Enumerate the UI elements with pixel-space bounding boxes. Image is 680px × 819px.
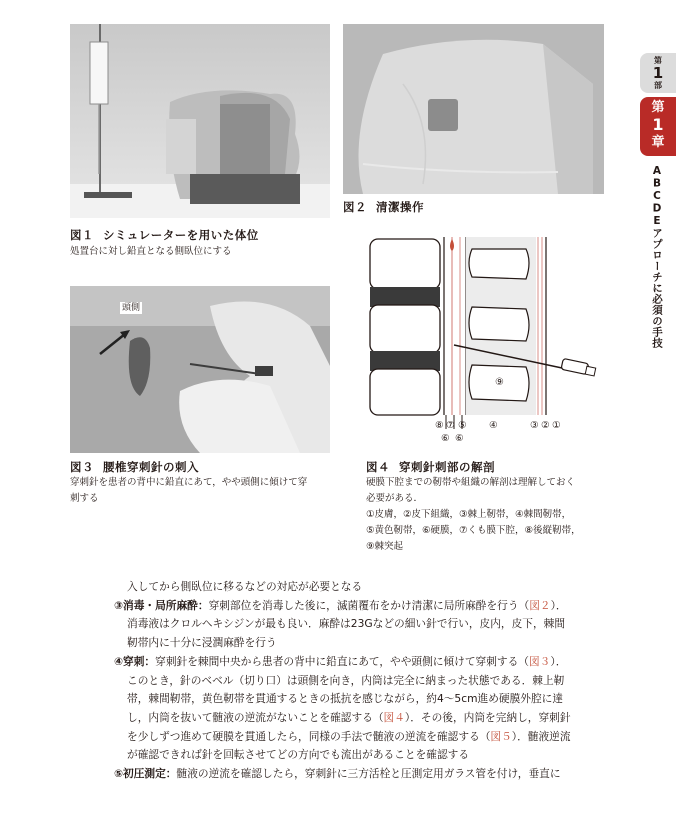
- needle-insertion-photo: [70, 286, 330, 453]
- intervertebral-disc: [370, 351, 440, 371]
- figure-3-caption-title: [70, 459, 199, 475]
- item-4-line-1: [114, 653, 612, 672]
- figure-1-number: 図１: [70, 228, 94, 242]
- item-3-text: ）．: [550, 598, 567, 612]
- label-ligamentum-flavum: ⑤: [458, 420, 467, 431]
- item-4-text: ）．髄液逆流: [511, 729, 571, 743]
- item-5-text: 髄液の逆流を確認したら，穿刺針に三方活栓と圧測定用ガラス管を付け，垂直に: [176, 767, 561, 781]
- figure-4-description-line: 必要がある．: [366, 493, 424, 504]
- body-text: [114, 578, 612, 784]
- body-line: 入してから側臥位に移るなどの対応が必要となる: [127, 580, 363, 593]
- item-4-line-3: 帯，棘間靭帯，黄色靭帯を貫通するときの抵抗を感じながら，約4～5cm進め硬膜外腔に達: [127, 692, 564, 706]
- item-4-line-5: [114, 728, 612, 747]
- figure-1-description: [70, 244, 232, 260]
- figure-2-photo: [343, 24, 604, 194]
- figure-4-description: [366, 475, 581, 555]
- label-posterior-longitudinal-ligament: ⑧: [435, 420, 444, 431]
- item-3-label: ③消毒・局所麻酔：: [114, 598, 209, 612]
- intervertebral-disc: [370, 287, 440, 307]
- vertebral-body: [370, 239, 440, 289]
- item-4-line-2: このとき，針のベベル（切り口）は頭側を向き，内筒は完全に納まった状態である．棘上靭: [127, 673, 565, 687]
- figure-ref-3[interactable]: 図３: [528, 654, 551, 668]
- figure-4-description-line: 硬膜下腔までの靭帯や組織の解剖は理解しておく: [366, 477, 576, 488]
- figure-ref-2[interactable]: 図２: [529, 598, 551, 612]
- item-4-line-4: [114, 709, 612, 728]
- figure-2-title: 清潔操作: [376, 200, 424, 214]
- item-5-line-1: [114, 765, 612, 784]
- figure-2-number: 図２: [343, 200, 367, 214]
- figure-1-title: シミュレーターを用いた体位: [103, 228, 259, 242]
- item-4-text: ）．その後，内筒を完納し，穿刺針: [404, 710, 571, 724]
- chapter-tab-bottom: 章: [651, 135, 665, 150]
- figure-4-description-line: ⑨棘突起: [366, 541, 404, 552]
- vertebral-body: [370, 369, 440, 415]
- figure-ref-4[interactable]: 図４: [383, 710, 405, 724]
- figure-1-description-line: 処置台に対し鉛直となる側臥位にする: [70, 246, 232, 257]
- figure-1-photo: [70, 24, 330, 218]
- item-4-text: を少しずつ進めて硬膜を貫通したら，同様の手法で髄液の逆流を確認する（: [127, 729, 491, 743]
- chapter-tab-number: 1: [652, 115, 664, 134]
- figure-1-caption-title: [70, 227, 259, 243]
- figure-ref-5[interactable]: 図５: [490, 729, 512, 743]
- item-4-label: ④穿刺：: [114, 654, 156, 668]
- item-4-text: 穿刺針を棘間中央から患者の背中に鉛直にあて，やや頭側に傾けて穿刺する（: [155, 654, 529, 668]
- item-3-line-2: 消毒液はクロルヘキシジンが最も良い．麻酔は23Gなどの細い針で行い，皮内，皮下，棘間: [127, 617, 566, 631]
- label-supraspinous-ligament: ③: [530, 420, 539, 431]
- item-3-line-3: 靭帯内に十分に浸潤麻酔を行う: [127, 636, 277, 650]
- item-3-text: 穿刺部位を消毒した後に，滅菌覆布をかけ清潔に局所麻酔を行う（: [208, 598, 530, 612]
- label-spinous-process: ⑨: [495, 377, 504, 388]
- part-tab-number: 1: [652, 64, 664, 82]
- figure-4-caption-title: [366, 459, 495, 475]
- item-4-text: ）．: [550, 654, 567, 668]
- chapter-vertical-title: ABCDEアプローチに必須の手技: [651, 165, 663, 349]
- figure-4-description-line: ⑤黄色靭帯，⑥硬膜，⑦くも膜下腔，⑧後縦靭帯，: [366, 525, 581, 536]
- part-tab-top: 第: [654, 56, 662, 65]
- head-direction-label: 頭側: [122, 303, 141, 313]
- figure-4-diagram: [366, 237, 606, 447]
- figure-4-description-line: ①皮膚，②皮下組織，③棘上靭帯，④棘間靭帯，: [366, 509, 572, 520]
- chapter-tab: [640, 97, 676, 156]
- item-3-line-1: [114, 597, 612, 616]
- chapter-tab-top: 第: [651, 100, 665, 115]
- label-dura-2: ⑥: [455, 433, 464, 444]
- item-5-label: ⑤初圧測定：: [114, 767, 177, 781]
- part-tab-bottom: 部: [654, 81, 662, 90]
- figure-3-title: 腰椎穿刺針の刺入: [103, 460, 199, 474]
- item-4-line-6: が確認できれば針を回転させてどの方向でも流出があることを確認する: [127, 748, 470, 762]
- figure-4-title: 穿刺針刺部の解剖: [399, 460, 495, 474]
- figure-4-number: 図４: [366, 460, 390, 474]
- figure-3-description: [70, 475, 307, 507]
- vertebral-body: [370, 305, 440, 353]
- label-subarachnoid-space: ⑦: [446, 420, 455, 431]
- figure-3-description-line: 刺する: [70, 493, 99, 504]
- figure-3-description-line: 穿刺針を患者の背中に鉛直にあて，やや頭側に傾けて穿: [70, 477, 308, 488]
- label-subcutaneous-tissue: ②: [541, 420, 550, 431]
- figure-3-number: 図３: [70, 460, 94, 474]
- simulator-photo: [70, 24, 330, 218]
- anatomy-diagram: [366, 237, 606, 447]
- figure-3-photo: [70, 286, 330, 453]
- part-tab: [640, 53, 676, 93]
- label-dura-1: ⑥: [441, 433, 450, 444]
- label-skin: ①: [552, 420, 561, 431]
- label-interspinous-ligament: ④: [489, 420, 498, 431]
- drape-photo: [343, 24, 604, 194]
- figure-2-caption-title: [343, 199, 424, 215]
- item-4-text: し，内筒を抜いて髄液の逆流がないことを確認する（: [127, 710, 384, 724]
